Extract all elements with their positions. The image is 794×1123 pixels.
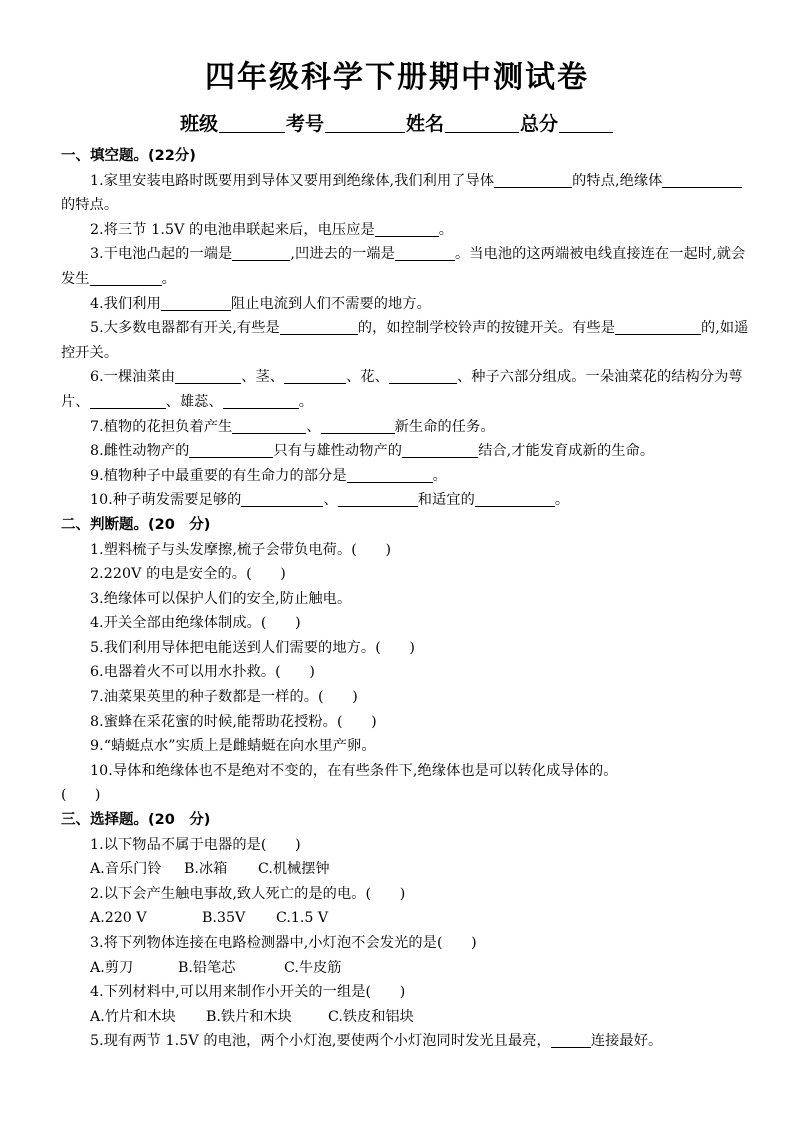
student-info-line: [0, 108, 794, 140]
fill-question-6: [61, 365, 751, 414]
option-c[interactable]: C.机械摆钟: [258, 861, 330, 878]
question-text: 和适宜的: [417, 492, 475, 509]
answer-blank[interactable]: [90, 392, 166, 409]
section-heading-fill: 一、填空题。(22分): [61, 148, 196, 164]
option-a[interactable]: A.剪刀: [90, 959, 134, 976]
answer-blank[interactable]: [280, 318, 358, 335]
class-label: 班级: [179, 113, 218, 135]
fill-question-8: [61, 439, 751, 464]
judge-question-3[interactable]: 3.绝缘体可以保护人们的安全,防止触电。: [90, 590, 352, 607]
question-text: 10.种子萌发需要足够的: [90, 492, 242, 509]
choice-question-3: 3.将下列物体连接在电路检测器中,小灯泡不会发光的是( ): [90, 935, 477, 951]
choice-options-2: [61, 906, 751, 931]
question-text: 新生命的任务。: [394, 418, 495, 435]
section-heading-choice: 三、选择题。(20 分): [61, 812, 211, 829]
question-text: 、茎、: [241, 369, 285, 386]
answer-blank[interactable]: [551, 1031, 591, 1048]
answer-blank[interactable]: [241, 490, 323, 507]
question-text: 、花、: [346, 369, 389, 386]
exam-no-blank[interactable]: [325, 112, 405, 133]
choice-question-4: 4.下列材料中,可以用来制作小开关的一组是( ): [90, 984, 406, 1001]
judge-question-2[interactable]: 2.220V 的电是安全的。( ): [90, 566, 286, 583]
section-heading-judge: 二、判断题。(20 分): [61, 516, 211, 533]
choice-question-2: 2.以下会产生触电事故,致人死亡的是的电。( ): [90, 885, 406, 902]
fill-question-5: [61, 316, 751, 365]
question-text: 、: [323, 492, 338, 509]
answer-blank[interactable]: [232, 417, 306, 434]
judge-question-9[interactable]: 9.“蜻蜓点水”实质上是雌蜻蜓在向水里产卵。: [90, 738, 376, 755]
question-text: 1.家里安装电路时既要用到导体又要用到绝缘体,我们利用了导体: [90, 172, 495, 189]
fill-question-9: [61, 464, 751, 489]
answer-blank[interactable]: [232, 244, 290, 261]
question-text: 3.干电池凸起的一端是: [90, 246, 233, 263]
answer-blank[interactable]: [402, 441, 478, 458]
answer-blank[interactable]: [321, 417, 395, 434]
answer-blank[interactable]: [475, 490, 555, 507]
name-blank[interactable]: [445, 112, 519, 133]
judge-question-10-answer[interactable]: ( ): [61, 787, 101, 804]
answer-blank[interactable]: [395, 244, 455, 261]
choice-options-4: [61, 1005, 751, 1030]
option-a[interactable]: A.竹片和木块: [90, 1008, 176, 1025]
option-b[interactable]: B.铅笔芯: [178, 959, 236, 976]
question-text: 阻止电流到人们不需要的地方。: [230, 295, 431, 312]
judge-question-7[interactable]: 7.油菜果英里的种子数都是一样的。( ): [90, 689, 358, 706]
option-c[interactable]: C.1.5 V: [276, 910, 329, 927]
judge-question-8[interactable]: 8.蜜蜂在采花蜜的时候,能帮助花授粉。( ): [90, 713, 377, 730]
judge-question-4[interactable]: 4.开关全部由绝缘体制成。( ): [90, 615, 301, 632]
fill-question-10: [61, 488, 751, 513]
option-b[interactable]: B.冰箱: [184, 861, 228, 878]
option-b[interactable]: B.铁片和木块: [206, 1008, 292, 1025]
option-a[interactable]: A.220 V: [90, 910, 147, 927]
question-text: 。: [161, 270, 176, 287]
option-b[interactable]: B.35V: [202, 910, 246, 927]
judge-question-1[interactable]: 1.塑料梳子与头发摩擦,梳子会带负电荷。( ): [90, 541, 392, 558]
question-text: 连接最好。: [590, 1033, 663, 1050]
answer-blank[interactable]: [662, 171, 742, 188]
page-title: 四年级科学下册期中测试卷: [205, 60, 589, 95]
name-label: 姓名: [406, 113, 445, 135]
question-text: 的特点,绝缘体: [572, 172, 663, 189]
question-text: ,凹进去的一端是: [290, 246, 395, 263]
fill-question-4: [61, 292, 751, 317]
answer-blank[interactable]: [175, 367, 241, 384]
option-a[interactable]: A.音乐门铃: [90, 861, 162, 878]
answer-blank[interactable]: [615, 318, 701, 335]
class-blank[interactable]: [219, 112, 285, 133]
judge-question-10[interactable]: 10.导体和绝缘体也不是绝对不变的，在有些条件下,绝缘体也是可以转化成导体的。: [90, 762, 618, 779]
answer-blank[interactable]: [189, 441, 273, 458]
option-c[interactable]: C.铁皮和铝块: [328, 1008, 414, 1025]
question-text: 8.雌性动物产的: [90, 443, 190, 460]
choice-question-1: 1.以下物品不属于电器的是( ): [90, 836, 301, 853]
question-text: 、雄蕊、: [165, 393, 223, 410]
exam-no-label: 考号: [285, 113, 324, 135]
judge-question-5[interactable]: 5.我们利用导体把电能送到人们需要的地方。( ): [90, 639, 416, 656]
answer-blank[interactable]: [223, 392, 299, 409]
fill-question-2: [61, 218, 751, 243]
score-label: 总分: [520, 113, 559, 135]
score-blank[interactable]: [559, 112, 613, 133]
question-text: 7.植物的花担负着产生: [90, 418, 233, 435]
question-text: 的，如控制学校铃声的按键开关。有些是: [357, 320, 615, 337]
fill-question-3: [61, 242, 751, 291]
question-text: 。: [438, 221, 454, 238]
answer-blank[interactable]: [90, 269, 162, 286]
choice-question-5: [61, 1029, 751, 1054]
choice-options-3: [61, 956, 751, 981]
fill-question-7: [61, 415, 751, 440]
question-text: 6.一棵油菜由: [90, 369, 176, 386]
question-text: 。当电池的这两端被电线直接连在一起时,就会发生: [61, 246, 746, 287]
judge-question-6[interactable]: 6.电器着火不可以用水扑救。( ): [90, 664, 316, 681]
answer-blank[interactable]: [375, 220, 439, 237]
option-c[interactable]: C.牛皮筋: [284, 959, 342, 976]
question-text: 结合,才能发育成新的生命。: [478, 443, 655, 460]
fill-question-1: [61, 169, 751, 218]
answer-blank[interactable]: [284, 367, 346, 384]
question-text: 4.我们利用: [90, 295, 161, 312]
question-text: 9.植物种子中最重要的有生命力的部分是: [90, 467, 347, 484]
question-text: 2.将三节 1.5V 的电池串联起来后，电压应是: [90, 221, 375, 238]
question-text: 、: [306, 418, 321, 435]
answer-blank[interactable]: [338, 490, 418, 507]
exam-content: [61, 144, 751, 1054]
question-text: 的特点。: [61, 197, 119, 214]
question-text: 5.现有两节 1.5V 的电池，两个小灯泡,要使两个小灯泡同时发光且最亮，: [90, 1033, 551, 1050]
question-text: 、种子六部分组成。一朵油菜花的结构分为萼片、: [61, 369, 743, 410]
answer-blank[interactable]: [494, 171, 572, 188]
question-text: 5.大多数电器都有开关,有些是: [90, 320, 280, 337]
question-text: 的,如遥控开关。: [61, 320, 749, 361]
choice-options-1: [61, 857, 751, 882]
question-text: 只有与雄性动物产的: [273, 443, 403, 460]
question-text: 。: [432, 467, 447, 484]
question-text: 。: [554, 492, 570, 509]
answer-blank[interactable]: [161, 294, 231, 311]
answer-blank[interactable]: [347, 466, 433, 483]
answer-blank[interactable]: [389, 367, 457, 384]
question-text: 。: [298, 393, 314, 410]
